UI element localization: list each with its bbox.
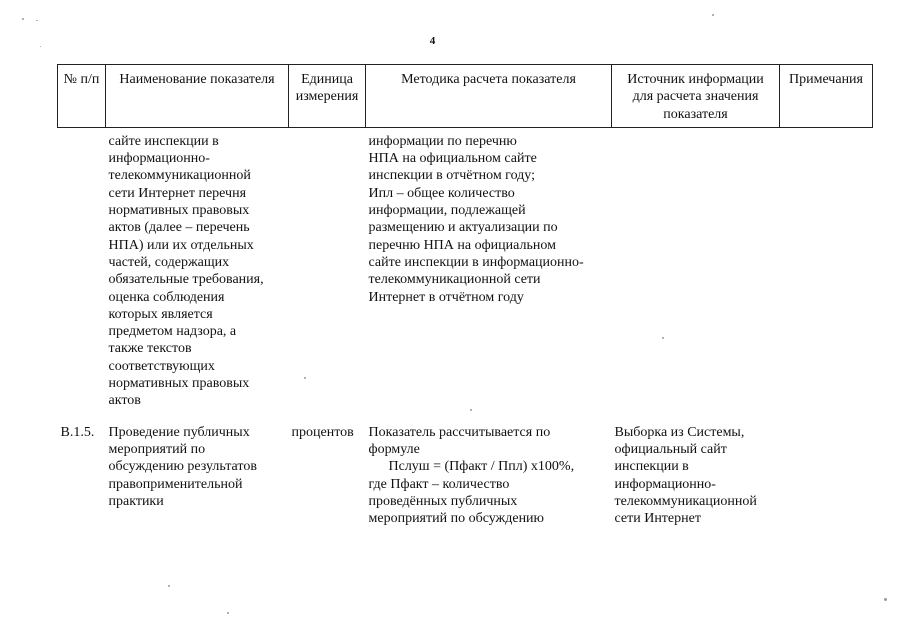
scan-speck (712, 14, 714, 16)
cont-source-cell (612, 127, 780, 423)
header-method (366, 65, 612, 128)
cont-unit-cell (289, 127, 366, 423)
header-note-label: Примечания (788, 72, 863, 87)
scan-speck (662, 337, 664, 339)
cont-num-cell (58, 127, 106, 423)
scan-speck (168, 585, 170, 587)
table-header-row (58, 65, 873, 128)
scan-speck (304, 377, 306, 379)
b15-name-cell: Проведение публичных мероприятий по обсуждению результатов правоприменительной практики (108, 424, 257, 509)
b15-num-cell: В.1.5. (60, 424, 95, 440)
table-row-b15 (58, 424, 873, 528)
b15-note-cell (780, 424, 873, 528)
b15-method-intro: Показатель рассчитывается по формуле (368, 424, 551, 457)
header-source (612, 65, 780, 128)
header-num-label: № п/п (63, 72, 100, 87)
header-method-label: Методика расчета показателя (401, 72, 576, 87)
scan-speck (884, 598, 887, 601)
header-name (106, 65, 289, 128)
b15-method-rest: где Пфакт – количество проведённых публичных мероприятий по обсуждению (368, 476, 545, 527)
b15-unit-cell: процентов (291, 424, 354, 440)
b15-source-cell: Выборка из Системы, официальный сайт инспекции в информационно- телекоммуникационной сети Интернет (614, 424, 757, 527)
scan-speck (470, 409, 472, 411)
b15-method-formula: Пслуш = (Пфакт / Ппл) x100%, (388, 459, 575, 475)
header-num (58, 65, 106, 128)
table-row-continuation (58, 127, 873, 423)
header-unit-label: Единица измерения (295, 72, 359, 105)
scan-speck (22, 18, 24, 20)
scan-speck (227, 612, 229, 614)
header-note (780, 65, 873, 128)
b15-method-cell (366, 424, 612, 528)
cont-name-cell: сайте инспекции в информационно- телекоммуникационной сети Интернет перечня нормативных правовых актов (далее – перечень НПА) или их отдельных частей, содержащих обязательные требования, оценка соблюдения которых является предметом надзора, а также текстов соответствующих нормативных правовых актов (108, 133, 264, 409)
scan-speck (36, 20, 38, 21)
cont-method-cell: информации по перечню НПА на официальном сайте инспекции в отчётном году; Ипл – общее количество информации, подлежащей размещению и актуализации по перечню НПА на официальном сайте инспекции в информационно- телекоммуникационной сети Интернет в отчётном году (368, 133, 584, 305)
header-source-label: Источник информации для расчета значения показателя (627, 72, 764, 122)
cont-note-cell (780, 127, 873, 423)
indicators-table (57, 64, 873, 527)
scan-speck (40, 46, 41, 47)
header-unit (289, 65, 366, 128)
header-name-label: Наименование показателя (119, 72, 275, 87)
page-number: 4 (429, 35, 436, 47)
